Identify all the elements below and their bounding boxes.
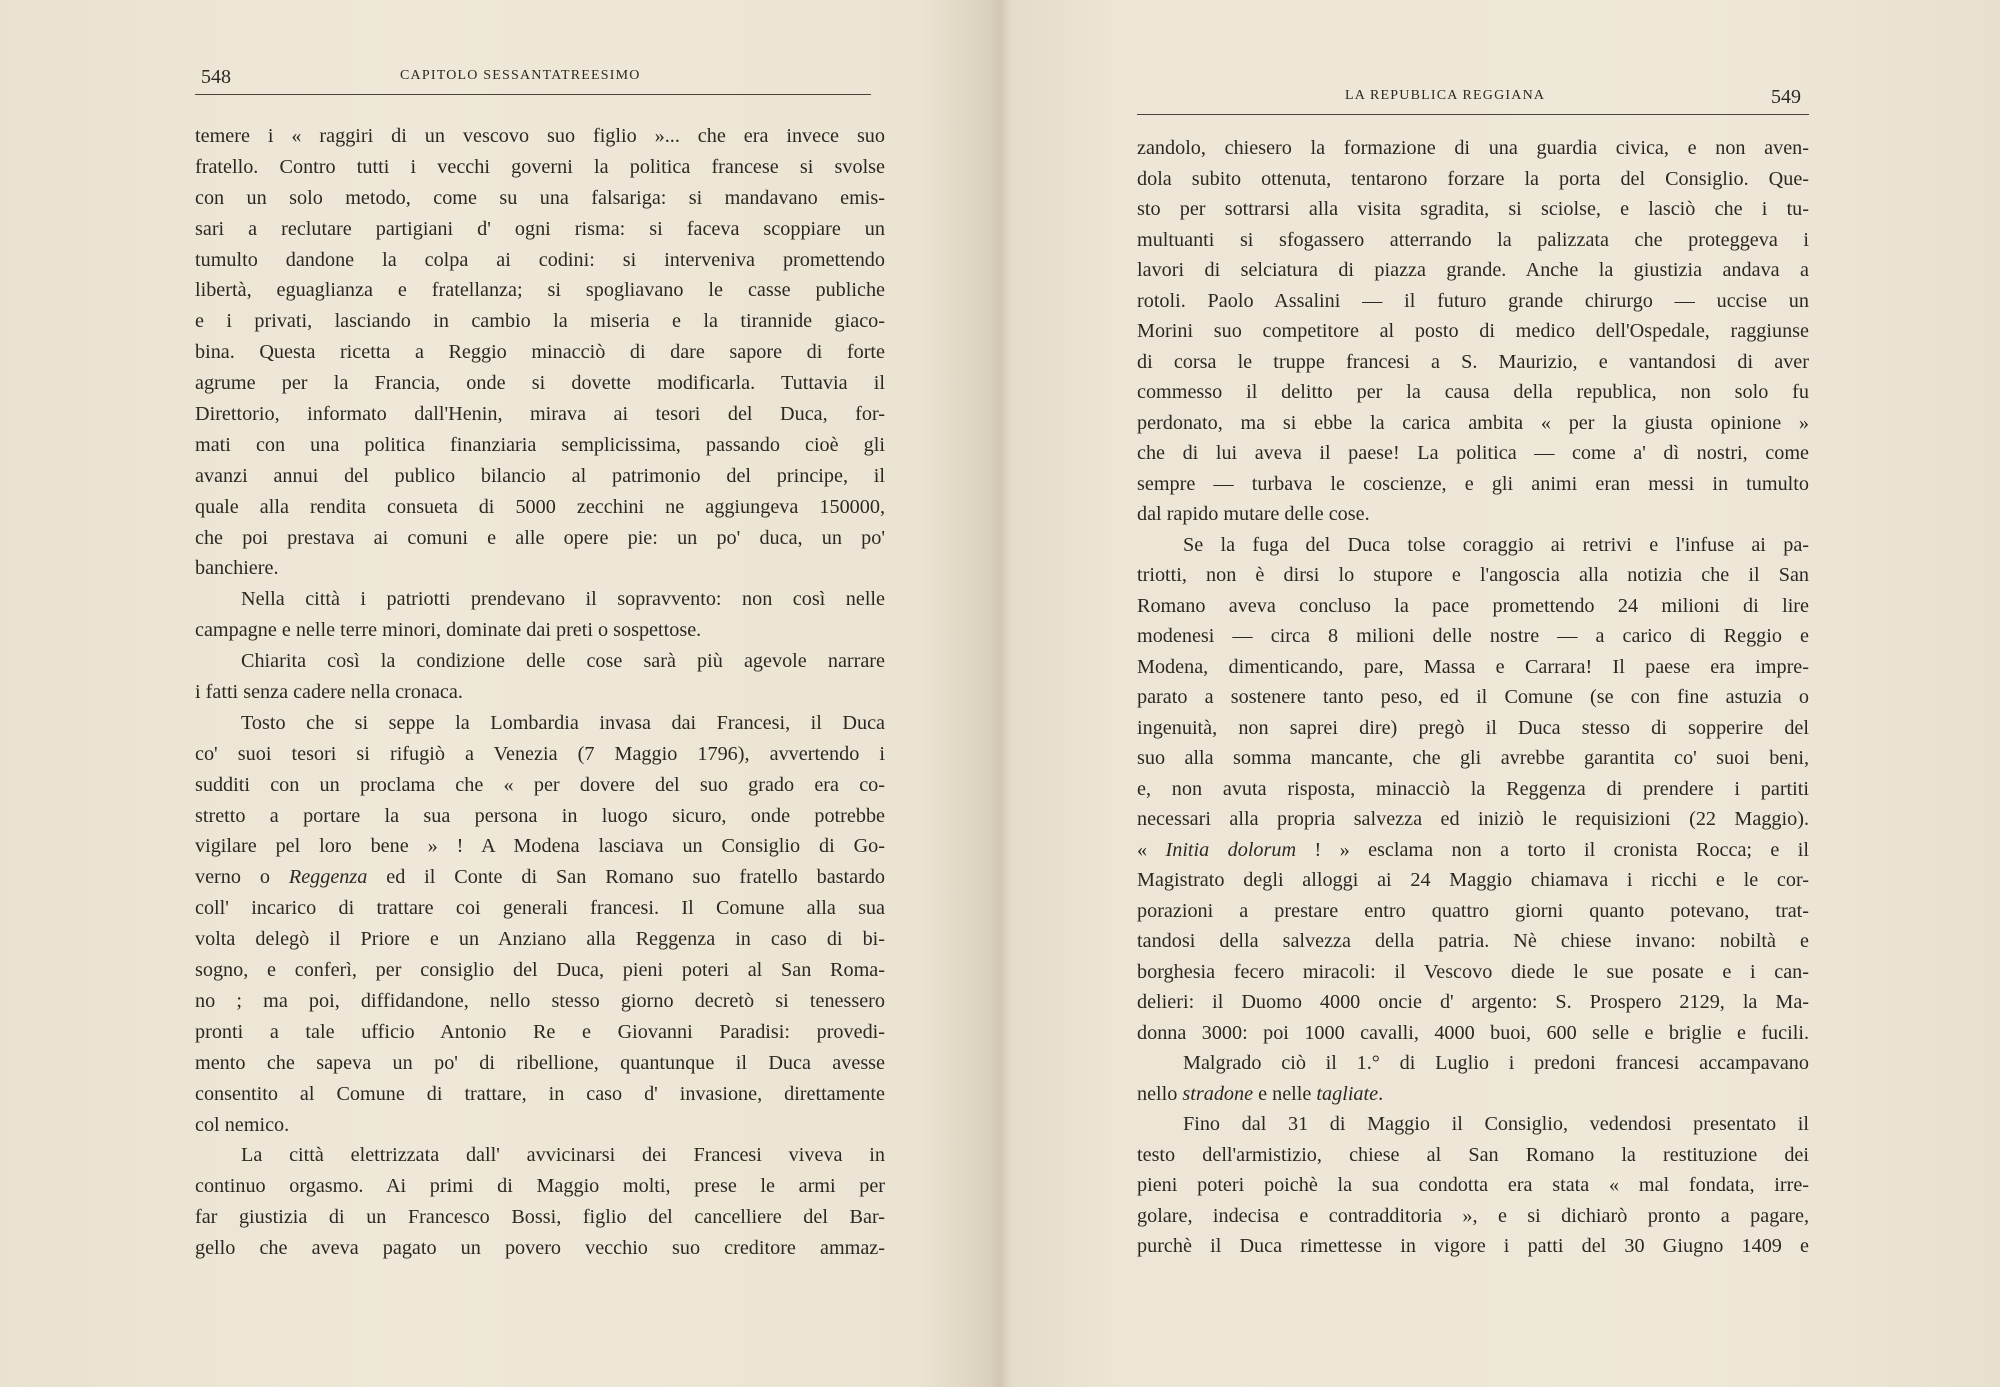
text-fragment: « [1137, 838, 1166, 861]
text-line: pieni poteri poichè la sua condotta era stata « mal fondata, irre- [1137, 1174, 1809, 1196]
text-line: coll' incarico di trattare coi generali francesi. Il Comune alla sua [195, 897, 885, 920]
text-line: triotti, non è dirsi lo stupore e l'angoscia alla notizia che il San [1137, 564, 1809, 586]
text-line: rotoli. Paolo Assalini — il futuro grande chirurgo — uccise un [1137, 289, 1809, 312]
text-line: donna 3000: poi 1000 cavalli, 4000 buoi, 600 selle e briglie e fucili. [1137, 1021, 1809, 1044]
text-line: stretto a portare la sua persona in luogo sicuro, onde potrebbe [195, 804, 885, 827]
text-line: zandolo, chiesero la formazione di una guardia civica, e non aven- [1137, 137, 1809, 159]
text-line: delieri: il Duomo 4000 oncie d' argento: S. Prospero 2129, la Ma- [1137, 991, 1809, 1013]
right-page-header [1137, 80, 1809, 115]
text-line: testo dell'armistizio, chiese al San Romano la restituzione dei [1137, 1143, 1809, 1166]
text-line [195, 862, 885, 893]
text-line: avanzi annui del publico bilancio al patrimonio del principe, il [195, 464, 885, 487]
text-fragment: ed il Conte di San Romano suo fratello bastardo [367, 866, 886, 889]
text-fragment: nello [1137, 1082, 1183, 1105]
text-line: sempre — turbava le coscienze, e gli animi eran messi in tumulto [1137, 472, 1809, 495]
text-line: e i privati, lasciando in cambio la miseria e la tirannide giaco- [195, 310, 885, 333]
text-line: mento che sapeva un po' di ribellione, quantunque il Duca avesse [195, 1051, 885, 1074]
text-fragment: e nelle [1253, 1082, 1317, 1105]
text-line: Romano aveva concluso la pace promettendo 24 milioni di lire [1137, 594, 1809, 617]
text-line: commesso il delitto per la causa della republica, non solo fu [1137, 381, 1809, 403]
text-line: Tosto che si seppe la Lombardia invasa dai Francesi, il Duca [241, 711, 885, 734]
text-line: purchè il Duca rimettesse in vigore i patti del 30 Giugno 1409 e [1137, 1235, 1809, 1257]
right-page [1137, 80, 1809, 1262]
text-line: far giustizia di un Francesco Bossi, figlio del cancelliere del Bar- [195, 1206, 885, 1229]
text-line: vigilare pel loro bene » ! A Modena lasciava un Consiglio di Go- [195, 835, 885, 858]
text-line: sogno, e conferì, per consiglio del Duca, pieni poteri al San Roma- [195, 959, 885, 982]
text-line: tandosi della salvezza della patria. Nè chiese invano: nobiltà e [1137, 930, 1809, 952]
text-line: parato a sostenere tanto peso, ed il Comune (se con fine astuzia o [1137, 686, 1809, 708]
text-line: Chiarita così la condizione delle cose sarà più agevole narrare [241, 650, 885, 673]
text-line: lavori di selciatura di piazza grande. Anche la giustizia andava a [1137, 259, 1809, 281]
text-line: col nemico. [195, 1113, 290, 1136]
text-line: quale alla rendita consueta di 5000 zecchini ne aggiungeva 150000, [195, 495, 885, 518]
page-number: 548 [201, 66, 231, 88]
book-gutter [990, 0, 1012, 1387]
left-page [195, 60, 885, 1264]
text-line: fratello. Contro tutti i vecchi governi la politica francese si svolse [195, 155, 885, 178]
text-line: temere i « raggiri di un vescovo suo figlio »... che era invece suo [195, 125, 885, 147]
text-line: co' suoi tesori si rifugiò a Venezia (7 Maggio 1796), avvertendo i [195, 742, 885, 765]
text-line: libertà, eguaglianza e fratellanza; si spogliavano le casse publiche [195, 279, 885, 302]
text-line: sudditi con un proclama che « per dovere del suo grado era co- [195, 773, 885, 796]
text-fragment: . [1378, 1082, 1384, 1105]
text-line: che di lui aveva il paese! La politica — come a' dì nostri, come [1137, 442, 1809, 464]
text-line: necessari alla propria salvezza ed iniziò le requisizioni (22 Maggio). [1137, 808, 1809, 830]
text-line: Modena, dimenticando, pare, Massa e Carrara! Il paese era impre- [1137, 655, 1809, 678]
text-fragment: ! » esclama non a torto il cronista Rocca; e il [1296, 838, 1810, 861]
text-line: porazioni a prestare entro quattro giorni quanto potevano, trat- [1137, 899, 1809, 922]
text-line: Malgrado ciò il 1.° di Luglio i predoni francesi accampavano [1183, 1052, 1809, 1074]
text-line: Magistrato degli alloggi ai 24 Maggio chiamava i ricchi e le cor- [1137, 869, 1809, 891]
text-line: Se la fuga del Duca tolse coraggio ai retrivi e l'infuse ai pa- [1183, 533, 1809, 556]
italic-term: stradone [1182, 1082, 1254, 1105]
text-line: bina. Questa ricetta a Reggio minacciò di dare sapore di forte [195, 341, 885, 364]
text-line: Morini suo competitore al posto di medico dell'Ospedale, raggiunse [1137, 320, 1809, 342]
text-line: sto per sottrarsi alla visita sgradita, si sciolse, e lasciò che i tu- [1137, 198, 1809, 220]
text-line: i fatti senza cadere nella cronaca. [195, 681, 463, 704]
text-line: consentito al Comune di trattare, in caso d' invasione, direttamente [195, 1082, 885, 1105]
italic-term: tagliate [1316, 1082, 1379, 1105]
left-page-body [195, 121, 885, 1264]
text-line: perdonato, ma si ebbe la carica ambita « per la giusta opinione » [1137, 411, 1809, 434]
text-line: gello che aveva pagato un povero vecchio suo creditore ammaz- [195, 1237, 885, 1260]
text-line: golare, indecisa e contradditoria », e si dichiarò pronto a pagare, [1137, 1204, 1809, 1227]
text-line: ingenuità, non saprei dire) pregò il Duca stesso di sopperire del [1137, 716, 1809, 739]
text-line: di corsa le truppe francesi a S. Maurizio, e vantandosi di aver [1137, 350, 1809, 373]
text-line: banchiere. [195, 557, 279, 580]
text-line: e, non avuta risposta, minacciò la Reggenza di prendere i partiti [1137, 777, 1809, 800]
text-line: dola subito ottenuta, tentarono forzare la porta del Consiglio. Que- [1137, 167, 1809, 190]
italic-term: Reggenza [288, 866, 368, 889]
text-line: tumulto dandone la colpa ai codini: si interveniva promettendo [195, 248, 885, 271]
text-line: dal rapido mutare delle cose. [1137, 503, 1370, 525]
text-fragment: verno o [195, 866, 289, 889]
text-line: sari a reclutare partigiani d' ogni risma: si faceva scoppiare un [195, 217, 885, 240]
text-line: campagne e nelle terre minori, dominate dai preti o sospettose. [195, 619, 702, 642]
text-line [1137, 1079, 1809, 1110]
text-line: no ; ma poi, diffidandone, nello stesso giorno decretò si tenessero [195, 989, 885, 1012]
text-line: continuo orgasmo. Ai primi di Maggio molti, prese le armi per [195, 1175, 885, 1198]
right-page-body [1137, 133, 1809, 1262]
running-head: CAPITOLO SESSANTATREESIMO [400, 68, 641, 83]
text-line [1137, 835, 1809, 866]
italic-term: Initia dolorum [1165, 838, 1297, 861]
left-page-header [195, 60, 871, 95]
text-line: La città elettrizzata dall' avvicinarsi dei Francesi viveva in [241, 1144, 885, 1167]
text-line: volta delegò il Priore e un Anziano alla Reggenza in caso di bi- [195, 928, 885, 951]
text-line: Nella città i patriotti prendevano il sopravvento: non così nelle [241, 588, 885, 611]
text-line: suo alla somma mancante, che gli avrebbe garantita co' suoi beni, [1137, 747, 1809, 769]
text-line: con un solo metodo, come su una falsariga: si mandavano emis- [195, 186, 885, 209]
text-line: Fino dal 31 di Maggio il Consiglio, vedendosi presentato il [1183, 1113, 1809, 1135]
text-line: borghesia fecero miracoli: il Vescovo diede le sue posate e i can- [1137, 960, 1809, 983]
text-line: multuanti si sfogassero atterrando la palizzata che proteggeva i [1137, 228, 1809, 251]
text-line: mati con una politica finanziaria semplicissima, passando cioè gli [195, 433, 885, 456]
page-number: 549 [1771, 86, 1801, 108]
text-line: pronti a tale ufficio Antonio Re e Giovanni Paradisi: provedi- [195, 1020, 885, 1043]
text-line: Direttorio, informato dall'Henin, mirava ai tesori del Duca, for- [195, 403, 885, 426]
running-head: LA REPUBLICA REGGIANA [1345, 88, 1546, 103]
text-line: modenesi — circa 8 milioni delle nostre — a carico di Reggio e [1137, 625, 1809, 647]
text-line: agrume per la Francia, onde si dovette modificarla. Tuttavia il [195, 372, 885, 395]
text-line: che poi prestava ai comuni e alle opere pie: un po' duca, un po' [195, 526, 885, 549]
